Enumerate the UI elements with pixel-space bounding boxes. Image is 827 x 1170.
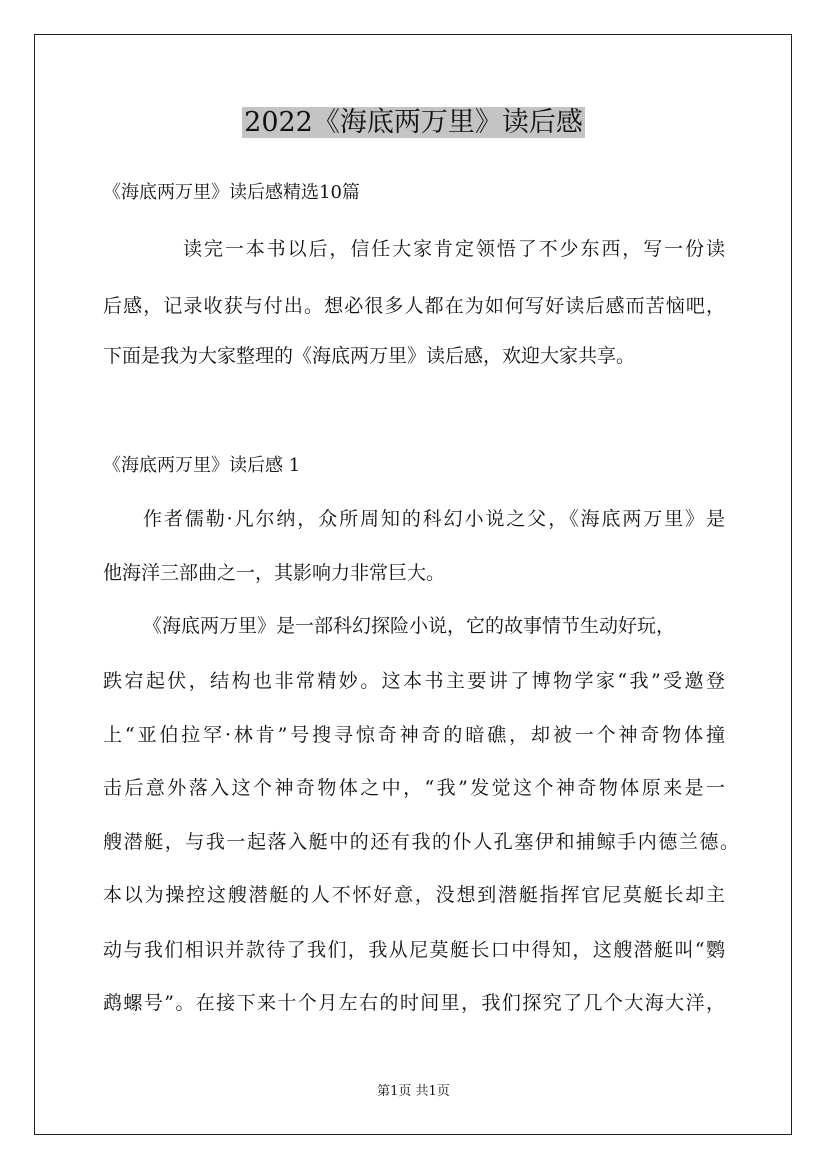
intro-line-2: 后感，记录收获与付出。想必很多人都在为如何写好读后感而苦恼吧，: [103, 295, 725, 317]
document-title-container: [0, 104, 827, 142]
body-line-7: 艘潜艇，与我一起落入艇中的还有我的仆人孔塞伊和捕鲸手内德兰德。: [103, 831, 739, 853]
document-subtitle: 《海底两万里》读后感精选10篇: [103, 182, 360, 203]
body-line-4: 跌宕起伏，结构也非常精妙。这本书主要讲了博物学家“我”受邀登: [103, 670, 725, 692]
page-footer: 第1页 共1页: [377, 1084, 450, 1099]
intro-line-3: 下面是我为大家整理的《海底两万里》读后感，欢迎大家共享。: [103, 345, 636, 367]
body-line-8: 本以为操控这艘潜艇的人不怀好意，没想到潜艇指挥官尼莫艇长却主: [103, 884, 725, 906]
body-line-6: 击后意外落入这个神奇物体之中，“我”发觉这个神奇物体原来是一: [103, 777, 725, 799]
body-line-2: 他海洋三部曲之一，其影响力非常巨大。: [103, 562, 446, 584]
body-line-1: 作者儒勒·凡尔纳，众所周知的科幻小说之父，《海底两万里》是: [143, 508, 725, 530]
body-line-5: 上“亚伯拉罕·林肯”号搜寻惊奇神奇的暗礁，却被一个神奇物体撞: [103, 724, 725, 746]
body-line-10: 鹉螺号”。在接下来十个月左右的时间里，我们探究了几个大海大洋，: [103, 992, 725, 1014]
intro-line-1: 读完一本书以后，信任大家肯定领悟了不少东西，写一份读: [183, 238, 725, 260]
body-line-3: 《海底两万里》是一部科幻探险小说，它的故事情节生动好玩，: [143, 615, 676, 637]
section-heading: 《海底两万里》读后感 1: [103, 455, 301, 476]
document-title: 2022《海底两万里》读后感: [244, 107, 583, 138]
body-line-9: 动与我们相识并款待了我们，我从尼莫艇长口中得知，这艘潜艇叫“鹦: [103, 939, 725, 961]
